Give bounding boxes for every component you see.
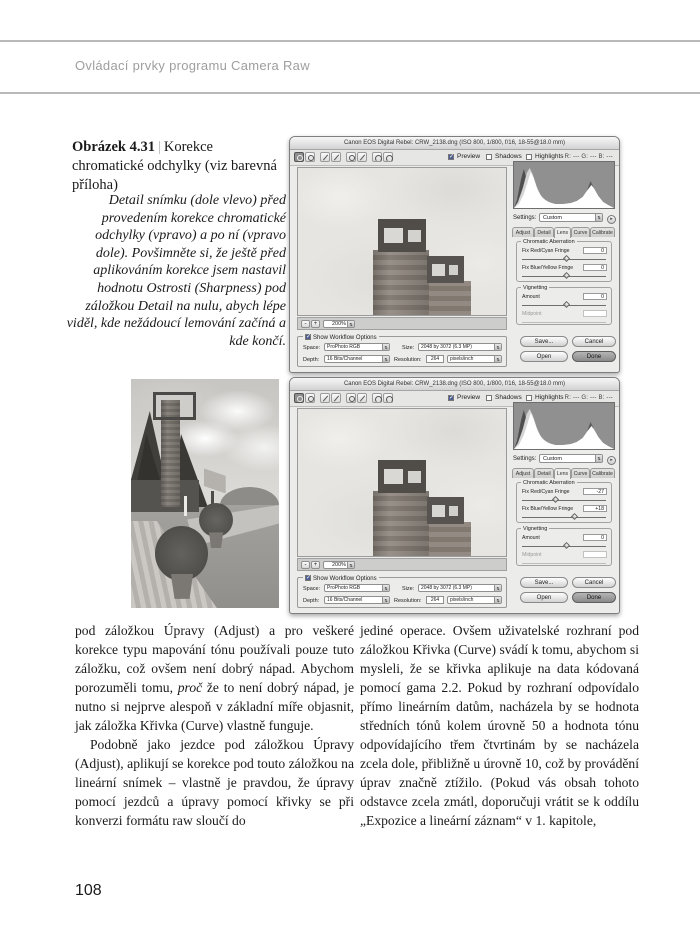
paragraph-text: že to není dobrý nápad, je nutno si nejprve alespoň v základní míře objasnit, jak záložka Křivka (Curve) vlastně funguje. xyxy=(75,680,354,733)
figure-caption xyxy=(72,138,286,195)
tab-adjust[interactable]: Adjust xyxy=(512,468,534,478)
blue-yellow-slider[interactable] xyxy=(522,517,606,518)
rotate-right-glyph xyxy=(386,396,393,403)
show-workflow-label: Show Workflow Options xyxy=(313,335,377,341)
zoom-level-select[interactable] xyxy=(323,320,355,328)
red-cyan-label: Fix Red/Cyan Fringe xyxy=(522,248,570,254)
shadows-checkbox-label: Shadows xyxy=(495,153,522,160)
stepper-icon: ⇅ xyxy=(382,356,389,362)
zoom-in-button[interactable]: + xyxy=(311,561,320,569)
depth-label: Depth: xyxy=(303,598,320,604)
zoom-tool-glyph xyxy=(297,155,303,161)
photo-bush xyxy=(199,503,233,537)
vignetting-title: Vignetting xyxy=(523,285,548,291)
blue-yellow-slider-thumb[interactable] xyxy=(563,272,570,279)
size-value: 2048 by 3072 (6.3 MP) xyxy=(421,585,472,591)
zoom-strip xyxy=(297,558,507,571)
settings-label: Settings: xyxy=(513,215,537,221)
figure-caption-separator: | xyxy=(157,139,161,155)
size-label: Size: xyxy=(402,345,415,351)
settings-value: Custom xyxy=(543,215,562,221)
resolution-label: Resolution: xyxy=(394,357,422,363)
hand-tool-icon[interactable] xyxy=(305,152,315,162)
save-button[interactable]: Save... xyxy=(520,336,568,347)
shadows-checkbox-label: Shadows xyxy=(495,394,522,401)
red-cyan-value[interactable]: -27 xyxy=(583,488,607,495)
preview-checkbox[interactable] xyxy=(448,395,454,401)
depth-label: Depth: xyxy=(303,357,320,363)
amount-slider-thumb[interactable] xyxy=(563,542,570,549)
midpoint-slider xyxy=(522,563,606,564)
stepper-icon: ⇅ xyxy=(347,562,354,568)
midpoint-label: Midpoint xyxy=(522,311,542,317)
color-sampler-icon[interactable] xyxy=(331,152,341,162)
running-head: Ovládací prvky programu Camera Raw xyxy=(75,58,310,73)
resolution-unit-select[interactable] xyxy=(447,596,502,604)
space-value: ProPhoto RGB xyxy=(327,344,361,350)
rotate-left-glyph xyxy=(375,396,382,403)
chimney-brick-step xyxy=(429,281,471,315)
amount-label: Amount xyxy=(522,535,540,541)
tab-calibrate[interactable]: Calibrate xyxy=(590,227,615,237)
preview-image xyxy=(297,408,507,557)
chromatic-aberration-group xyxy=(516,482,612,523)
workflow-options-box xyxy=(297,336,507,367)
chromatic-aberration-title: Chromatic Aberration xyxy=(523,239,575,245)
straighten-tool-icon[interactable] xyxy=(357,152,367,162)
cap-opening xyxy=(384,469,403,484)
cancel-button[interactable]: Cancel xyxy=(572,336,616,347)
paragraph: Podobně jako jezdce pod záložkou Úpravy (Adjust), aplikují se korekce pod touto záložkou na lineární snímek – vlastně je pravdou, že úpravy pomocí jezdců a úpravy pomocí křivky se při konverzi formátu raw sloučí do xyxy=(75,737,354,828)
cap-opening xyxy=(408,471,421,483)
sampler-glyph xyxy=(334,154,339,160)
rgb-readout: R: --- G: --- B: --- xyxy=(564,395,613,401)
photo-bush xyxy=(155,526,208,581)
rotate-left-glyph xyxy=(375,155,382,162)
stepper-icon: ⇅ xyxy=(494,356,501,362)
tab-curve[interactable]: Curve xyxy=(571,468,590,478)
show-workflow-checkbox[interactable] xyxy=(305,334,311,340)
stepper-icon: ⇅ xyxy=(494,585,501,591)
depth-value: 16 Bits/Channel xyxy=(327,356,363,362)
shadows-checkbox[interactable] xyxy=(486,395,492,401)
vignetting-group xyxy=(516,287,612,325)
blue-yellow-value[interactable]: +18 xyxy=(583,505,607,512)
chimney-cap-small xyxy=(427,497,464,523)
resolution-label: Resolution: xyxy=(394,598,422,604)
blue-yellow-value[interactable]: 0 xyxy=(583,264,607,271)
chromatic-aberration-title: Chromatic Aberration xyxy=(523,480,575,486)
blue-yellow-label: Fix Blue/Yellow Fringe xyxy=(522,506,574,512)
red-cyan-slider[interactable] xyxy=(522,259,606,260)
rotate-right-glyph xyxy=(386,155,393,162)
size-select[interactable] xyxy=(418,584,502,592)
figure-caption-description: Detail snímku (dole vlevo) před provedením korekce chromatické odchylky (vpravo) a po ní (vpravo dole). Povšimněte si, že ještě před aplikováním korekce jsem nastavil hodnotu Ostrosti (Sharpness) pod záložkou Detail na nulu, abych lépe viděl, kde nežádoucí lemování začíná a kde končí. xyxy=(66,193,286,349)
camera-raw-window-before xyxy=(289,136,620,373)
tab-lens[interactable]: Lens xyxy=(554,468,571,479)
highlights-checkbox-label: Highlights xyxy=(535,394,564,401)
settings-select[interactable] xyxy=(539,213,603,222)
stepper-icon: ⇅ xyxy=(595,455,602,462)
chimney-cap-large xyxy=(378,219,426,251)
white-balance-eyedropper-icon[interactable] xyxy=(320,152,330,162)
cap-opening xyxy=(449,265,459,275)
space-select[interactable] xyxy=(324,343,390,351)
done-button[interactable]: Done xyxy=(572,592,616,603)
stepper-icon: ⇅ xyxy=(347,321,354,327)
workflow-legend xyxy=(303,574,379,582)
show-workflow-checkbox[interactable] xyxy=(305,575,311,581)
cap-opening xyxy=(432,505,445,517)
stepper-icon: ⇅ xyxy=(494,597,501,603)
hand-tool-glyph xyxy=(308,396,314,402)
cancel-button[interactable]: Cancel xyxy=(572,577,616,588)
color-sampler-icon[interactable] xyxy=(331,393,341,403)
depth-value: 16 Bits/Channel xyxy=(327,597,363,603)
hand-tool-icon[interactable] xyxy=(305,393,315,403)
tab-curve[interactable]: Curve xyxy=(571,227,590,237)
settings-flyout-icon[interactable]: ▸ xyxy=(607,456,616,465)
paragraph-text: pod záložkou Úpravy (Adjust) a pro veškeré korekce typu mapování tónu používali pouze tuto záložku, což ovšem není dobrý nápad. Abychom porozuměli tomu, xyxy=(75,623,354,695)
hand-tool-glyph xyxy=(308,155,314,161)
zoom-in-button[interactable]: + xyxy=(311,320,320,328)
workflow-options-box xyxy=(297,577,507,608)
body-column-right xyxy=(360,621,639,830)
zoom-tool-glyph xyxy=(297,396,303,402)
size-value: 2048 by 3072 (6.3 MP) xyxy=(421,344,472,350)
depth-select[interactable] xyxy=(324,355,390,363)
amount-slider[interactable] xyxy=(522,305,606,306)
midpoint-value xyxy=(583,551,607,558)
amount-value[interactable]: 0 xyxy=(583,293,607,300)
tab-adjust[interactable]: Adjust xyxy=(512,227,534,237)
rotate-right-icon[interactable] xyxy=(383,393,393,403)
highlights-checkbox[interactable] xyxy=(526,395,532,401)
straighten-glyph xyxy=(360,395,365,401)
open-button[interactable]: Open xyxy=(520,592,568,603)
header-rule-bottom xyxy=(0,92,700,94)
stepper-icon: ⇅ xyxy=(382,585,389,591)
histogram xyxy=(513,402,615,450)
cap-opening xyxy=(449,506,459,516)
settings-flyout-icon[interactable]: ▸ xyxy=(607,215,616,224)
preview-checkbox-label: Preview xyxy=(457,394,481,401)
save-button[interactable]: Save... xyxy=(520,577,568,588)
camera-raw-window-after xyxy=(289,377,620,614)
figure-photo xyxy=(131,379,279,608)
red-cyan-value[interactable]: 0 xyxy=(583,247,607,254)
paragraph: jediné operace. Ovšem uživatelské rozhraní pod záložkou Křivka (Curve) svádí k tomu, abychom si mysleli, že se křivka aplikuje na data kódovaná pomocí gama 2.2. Pokud by rozhraní odpovídalo přímo lineárním datům, nacházela by se hodnota středních tónů kolem úrovně 50 a hodnota tónu odpovídajícího třem čtvrtinám by se nacházela zcela dole, přibližně u úrovně 10, což by provádění úprav značně ztížilo. (Pokud vás obsah tohoto odstavce zcela zmátl, doporučuji vrátit se k oddílu „Expozice a lineární záznam“ v 1. kapitole, xyxy=(360,623,639,828)
stepper-icon: ⇅ xyxy=(494,344,501,350)
highlights-checkbox-label: Highlights xyxy=(535,153,564,160)
settings-label: Settings: xyxy=(513,456,537,462)
crop-tool-icon[interactable] xyxy=(346,393,356,403)
space-label: Space: xyxy=(303,586,321,592)
chimney-brick-column xyxy=(373,491,429,556)
resolution-unit-select[interactable] xyxy=(447,355,502,363)
tab-lens[interactable]: Lens xyxy=(554,227,571,238)
cap-opening xyxy=(432,264,445,276)
blue-yellow-label: Fix Blue/Yellow Fringe xyxy=(522,265,574,271)
blue-yellow-slider[interactable] xyxy=(522,276,606,277)
body-column-left xyxy=(75,621,354,830)
preview-checkbox[interactable] xyxy=(448,154,454,160)
window-titlebar[interactable]: Canon EOS Digital Rebel: CRW_2138.dng (ISO 800, 1/800, f/16, 18-55@18.0 mm) xyxy=(290,137,619,150)
chimney-brick-step xyxy=(429,522,471,556)
rotate-left-icon[interactable] xyxy=(372,152,382,162)
amount-label: Amount xyxy=(522,294,540,300)
zoom-tool-icon[interactable] xyxy=(294,152,304,162)
zoom-out-button[interactable]: - xyxy=(301,561,310,569)
crop-tool-icon[interactable] xyxy=(346,152,356,162)
vignetting-title: Vignetting xyxy=(523,526,548,532)
zoom-tool-icon[interactable] xyxy=(294,393,304,403)
straighten-glyph xyxy=(360,154,365,160)
zoom-level-value: 200% xyxy=(331,321,347,327)
chimney-cap-large xyxy=(378,460,426,492)
histogram xyxy=(513,161,615,209)
figure-caption-title: Korekce chromatické odchylky (viz barevná příloha) xyxy=(72,139,277,193)
blue-yellow-slider-thumb[interactable] xyxy=(571,513,578,520)
midpoint-slider xyxy=(522,322,606,323)
eyedropper-glyph xyxy=(323,154,328,160)
shadows-checkbox[interactable] xyxy=(486,154,492,160)
stepper-icon: ⇅ xyxy=(595,214,602,221)
red-cyan-label: Fix Red/Cyan Fringe xyxy=(522,489,570,495)
done-button[interactable]: Done xyxy=(572,351,616,362)
resolution-input[interactable]: 264 xyxy=(426,596,444,604)
window-titlebar[interactable]: Canon EOS Digital Rebel: CRW_2138.dng (ISO 800, 1/800, f/16, 18-55@18.0 mm) xyxy=(290,378,619,391)
space-select[interactable] xyxy=(324,584,390,592)
midpoint-label: Midpoint xyxy=(522,552,542,558)
resolution-input[interactable]: 264 xyxy=(426,355,444,363)
depth-select[interactable] xyxy=(324,596,390,604)
header-rule-top xyxy=(0,40,700,42)
stepper-icon: ⇅ xyxy=(382,597,389,603)
resolution-unit-value: pixels/inch xyxy=(450,356,474,362)
paragraph-text-italic: proč xyxy=(177,680,203,695)
rotate-right-icon[interactable] xyxy=(383,152,393,162)
cap-opening xyxy=(384,228,403,243)
midpoint-value xyxy=(583,310,607,317)
crop-glyph xyxy=(349,155,355,161)
photo-sign xyxy=(204,468,226,493)
settings-select[interactable] xyxy=(539,454,603,463)
tab-calibrate[interactable]: Calibrate xyxy=(590,468,615,478)
zoom-level-value: 200% xyxy=(331,562,347,568)
preview-image xyxy=(297,167,507,316)
vignetting-group xyxy=(516,528,612,566)
highlights-checkbox[interactable] xyxy=(526,154,532,160)
red-cyan-slider-thumb[interactable] xyxy=(563,255,570,262)
stepper-icon: ⇅ xyxy=(382,344,389,350)
space-label: Space: xyxy=(303,345,321,351)
zoom-out-button[interactable]: - xyxy=(301,320,310,328)
tab-detail[interactable]: Detail xyxy=(534,468,554,478)
open-button[interactable]: Open xyxy=(520,351,568,362)
straighten-tool-icon[interactable] xyxy=(357,393,367,403)
paragraph xyxy=(75,621,354,735)
page-number: 108 xyxy=(75,882,102,899)
photo-post xyxy=(184,496,187,517)
red-cyan-slider-thumb[interactable] xyxy=(552,496,559,503)
amount-value[interactable]: 0 xyxy=(583,534,607,541)
rotate-left-icon[interactable] xyxy=(372,393,382,403)
white-balance-eyedropper-icon[interactable] xyxy=(320,393,330,403)
amount-slider[interactable] xyxy=(522,546,606,547)
chromatic-aberration-group xyxy=(516,241,612,282)
size-label: Size: xyxy=(402,586,415,592)
panel-tabs xyxy=(512,227,615,237)
show-workflow-label: Show Workflow Options xyxy=(313,576,377,582)
crop-glyph xyxy=(349,396,355,402)
amount-slider-thumb[interactable] xyxy=(563,301,570,308)
red-cyan-slider[interactable] xyxy=(522,500,606,501)
zoom-strip xyxy=(297,317,507,330)
rgb-readout: R: --- G: --- B: --- xyxy=(564,154,613,160)
sampler-glyph xyxy=(334,395,339,401)
tab-detail[interactable]: Detail xyxy=(534,227,554,237)
eyedropper-glyph xyxy=(323,395,328,401)
chimney-cap-small xyxy=(427,256,464,282)
photo-detail-marker xyxy=(153,392,196,421)
size-select[interactable] xyxy=(418,343,502,351)
cap-opening xyxy=(408,230,421,242)
panel-tabs xyxy=(512,468,615,478)
chimney-brick-column xyxy=(373,250,429,315)
resolution-unit-value: pixels/inch xyxy=(450,597,474,603)
workflow-legend xyxy=(303,333,379,341)
figure-caption-label: Obrázek 4.31 xyxy=(72,139,155,155)
zoom-level-select[interactable] xyxy=(323,561,355,569)
preview-checkbox-label: Preview xyxy=(457,153,481,160)
space-value: ProPhoto RGB xyxy=(327,585,361,591)
settings-value: Custom xyxy=(543,456,562,462)
